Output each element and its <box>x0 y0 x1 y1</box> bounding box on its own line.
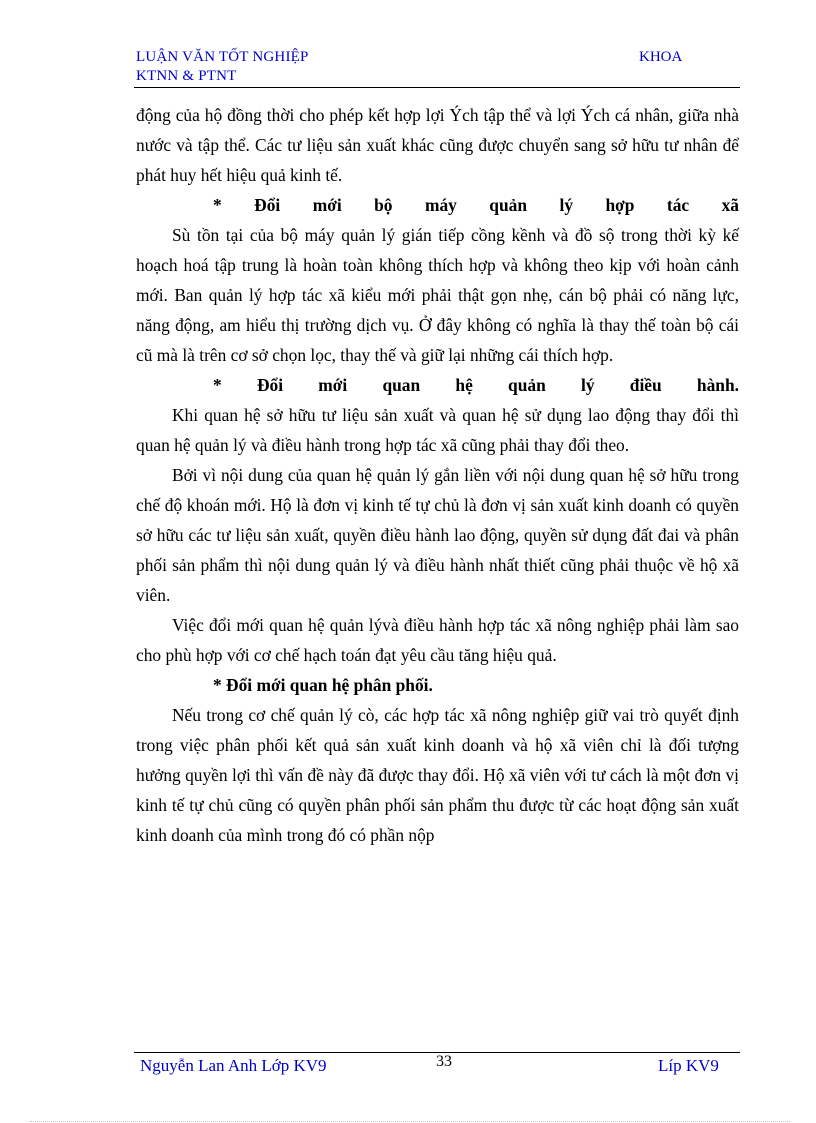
footer-author: Nguyễn Lan Anh Lớp KV9 <box>140 1056 327 1075</box>
paragraph-6: Nếu trong cơ chế quản lý cò, các hợp tác xã nông nghiệp giữ vai trò quyết định trong việc phân phối kết quả sản xuất kinh doanh và hộ xã viên chỉ là đối tượng hưởng quyền lợi thì vấn đề này đã được thay đổi. Hộ xã viên với tư cách là một đơn vị kinh tế tự chủ cũng có quyền phân phối sản phẩm thu được từ các hoạt động sản xuất kinh doanh của mình trong đó có phần nộp <box>136 705 739 845</box>
section-heading-1: * Đổi mới bộ máy quản lý hợp tác xã <box>213 195 739 215</box>
header-right: KHOA <box>639 49 683 65</box>
header-divider <box>134 87 740 88</box>
paragraph-1: động của hộ đồng thời cho phép kết hợp lợi Ých tập thể và lợi Ých cá nhân, giữa nhà nước và tập thể. Các tư liệu sản xuất khác cũng được chuyển sang sở hữu tư nhân để phát huy hết hiệu quả kinh tế. <box>136 105 739 185</box>
paragraph-4: Bởi vì nội dung của quan hệ quản lý gắn liền với nội dung quan hệ sở hữu trong chế độ khoán mới. Hộ là đơn vị kinh tế tự chủ là đơn vị sản xuất kinh doanh có quyền sở hữu các tư liệu sản xuất, quyền điều hành lao động, quyền sử dụng đất đai và phân phối sản phẩm thì nội dung quản lý và điều hành nhất thiết cũng phải thuộc về hộ xã viên. <box>136 465 739 605</box>
paragraph-2: Sù tồn tại của bộ máy quản lý gián tiếp cồng kềnh và đồ sộ trong thời kỳ kế hoạch hoá tập trung là hoàn toàn không thích hợp và không theo kịp với hoàn cảnh mới. Ban quản lý hợp tác xã kiểu mới phải thật gọn nhẹ, cán bộ phải có năng lực, năng động, am hiểu thị trường dịch vụ. Ở đây không có nghĩa là thay thế toàn bộ cái cũ mà là trên cơ sở chọn lọc, thay thế và giữ lại những cái thích hợp. <box>136 225 739 365</box>
page-number: 33 <box>436 1053 452 1070</box>
section-heading-3: * Đổi mới quan hệ phân phối. <box>213 675 433 695</box>
paragraph-5: Việc đổi mới quan hệ quản lývà điều hành hợp tác xã nông nghiệp phải làm sao cho phù hợp với cơ chế hạch toán đạt yêu cầu tăng hiệu quả. <box>136 615 739 665</box>
paragraph-3: Khi quan hệ sở hữu tư liệu sản xuất và quan hệ sử dụng lao động thay đổi thì quan hệ quản lý và điều hành trong hợp tác xã cũng phải thay đổi theo. <box>136 405 739 455</box>
page-edge-dotted-line <box>30 1121 790 1122</box>
header-left <box>136 48 309 86</box>
header-department: KTNN & PTNT <box>136 68 237 84</box>
footer-class: Líp KV9 <box>658 1056 719 1075</box>
section-heading-2: * Đổi mới quan hệ quản lý điều hành. <box>213 375 739 395</box>
page-body <box>136 100 739 850</box>
header-thesis-title: LUẬN VĂN TỐT NGHIỆP <box>136 49 309 65</box>
